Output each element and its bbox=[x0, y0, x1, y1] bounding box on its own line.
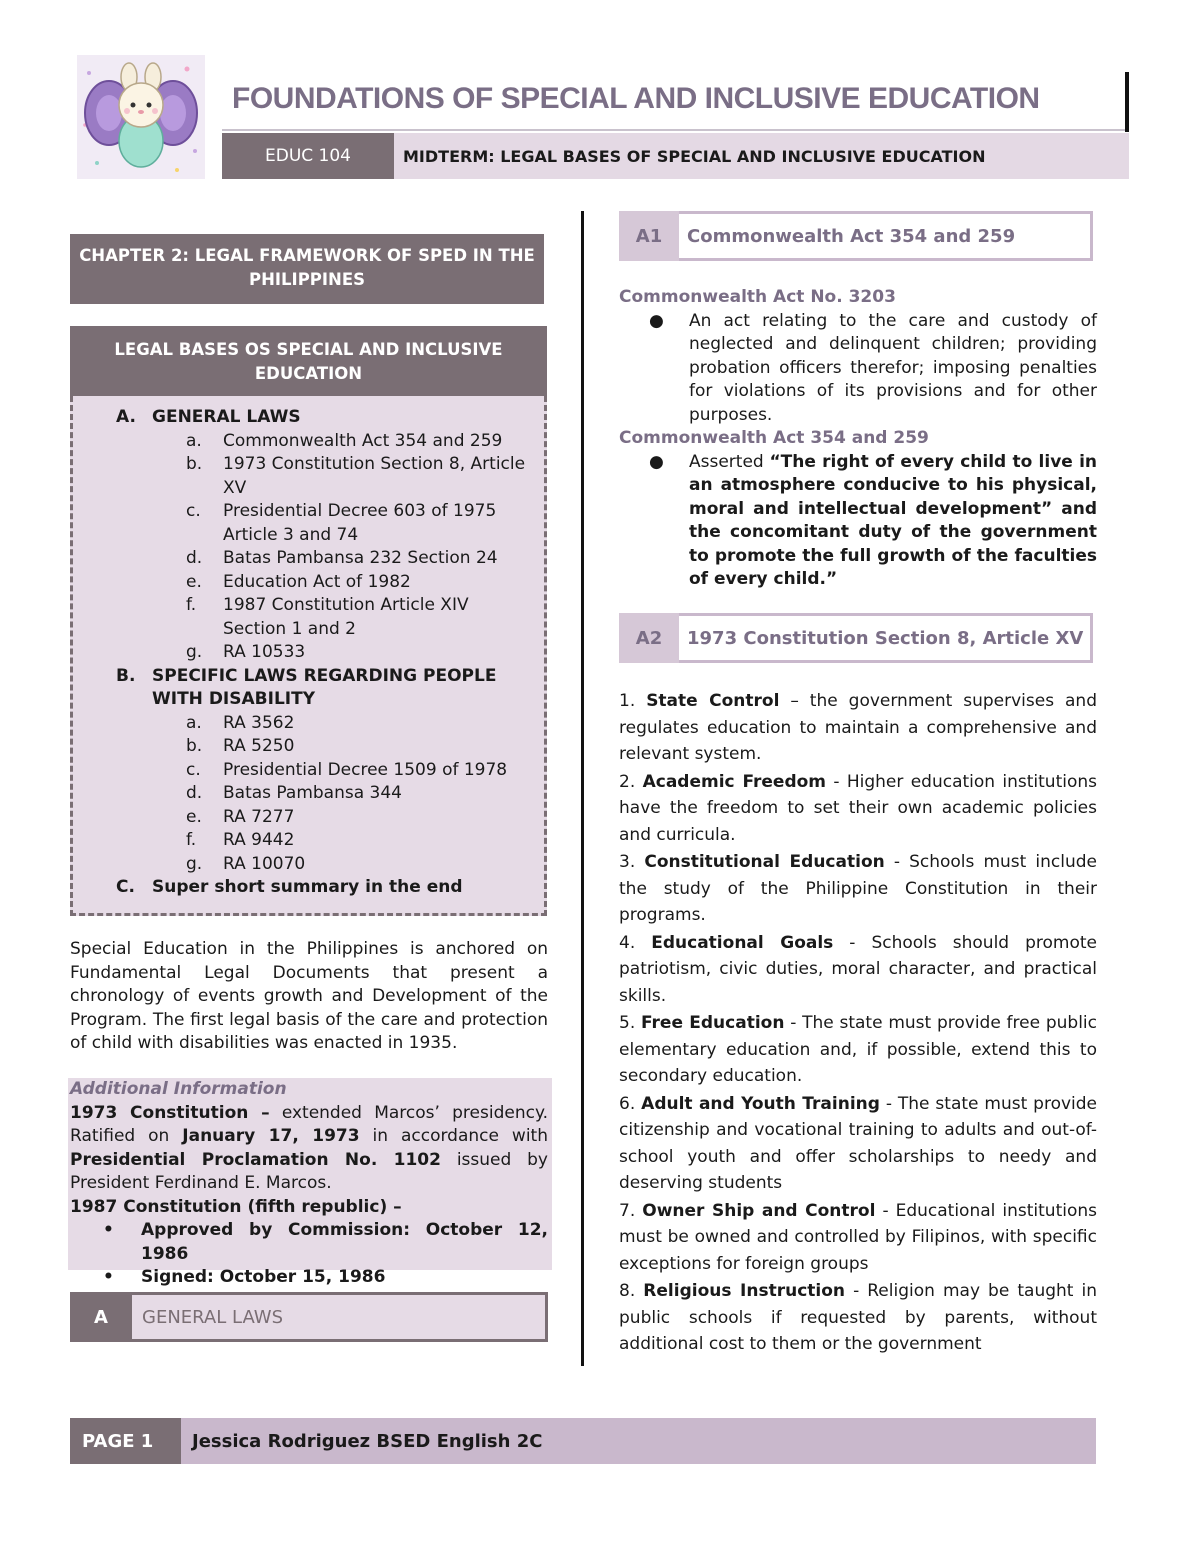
outline-item: c. Presidential Decree 603 of 1975 Article 3 and 74 bbox=[186, 501, 497, 545]
page-number-label: PAGE 1 bbox=[70, 1418, 181, 1464]
section-a1-letter: A1 bbox=[619, 211, 679, 261]
legal-bases-outline bbox=[116, 406, 536, 900]
outline-item: g. RA 10533 bbox=[186, 642, 306, 662]
outline-item: e. Education Act of 1982 bbox=[186, 571, 411, 592]
bullet-item: • Approved by Commission: October 12, 1986 bbox=[103, 1220, 548, 1264]
outline-item: g. RA 10070 bbox=[186, 853, 306, 874]
list-item: 7. Owner Ship and Control - Educational institutions must be owned and controlled by Filipinos, with specific exceptions for foreign groups bbox=[619, 1200, 1098, 1274]
outline-item: f. 1987 Constitution Article XIV Section 1 and 2 bbox=[186, 595, 469, 639]
outline-item: c. Presidential Decree 1509 of 1978 bbox=[186, 759, 508, 780]
legal-bases-heading: LEGAL BASES OS SPECIAL AND INCLUSIVE EDUCATION bbox=[70, 326, 547, 396]
outline-item: b. RA 5250 bbox=[186, 736, 295, 756]
outline-item: d. Batas Pambansa 232 Section 24 bbox=[186, 548, 498, 568]
list-item: 2. Academic Freedom - Higher education institutions have the freedom to set their own academic policies and curricula. bbox=[619, 771, 1098, 845]
list-item: 4. Educational Goals - Schools should promote patriotism, civic duties, moral character, and practical skills. bbox=[619, 932, 1097, 1006]
constitution-1973-note: 1973 Constitution – extended Marcos’ presidency. Ratified on January 17, 1973 in accordance with Presidential Proclamation No. 1102 issued by President Ferdinand E. Marcos. bbox=[70, 1102, 548, 1193]
section-a1-content bbox=[619, 286, 1097, 592]
outline-item: d. Batas Pambansa 344 bbox=[186, 783, 402, 803]
list-item: 6. Adult and Youth Training - The state must provide citizenship and vocational training to adults and out-of-school youth and offer scholarships to needy and deserving students bbox=[619, 1093, 1097, 1193]
title-underline bbox=[222, 129, 1127, 131]
act-3203-heading: Commonwealth Act No. 3203 bbox=[619, 287, 896, 307]
bullet-item: ● Asserted “The right of every child to live in an atmosphere conducive to his physical, moral and intellectual development” and the concomitant duty of the government to promote the full growth of the faculties of every child.” bbox=[649, 451, 1097, 589]
column-divider bbox=[581, 211, 584, 1366]
title-bar-end bbox=[1125, 72, 1129, 132]
course-subtitle: MIDTERM: LEGAL BASES OF SPECIAL AND INCLUSIVE EDUCATION bbox=[394, 133, 1129, 179]
outline-section: A. GENERAL LAWS bbox=[116, 407, 301, 427]
additional-info bbox=[70, 1078, 548, 1290]
outline-section: C. Super short summary in the end bbox=[116, 877, 463, 897]
list-item: 5. Free Education - The state must provide free public elementary education and, if possible, extend this to secondary education. bbox=[619, 1013, 1097, 1086]
section-a-letter: A bbox=[70, 1292, 132, 1342]
course-code: EDUC 104 bbox=[222, 133, 394, 179]
logo-bunny-butterfly-icon bbox=[77, 55, 205, 179]
list-item: 3. Constitutional Education - Schools must include the study of the Philippine Constitution in their programs. bbox=[619, 852, 1098, 925]
section-a2-letter: A2 bbox=[619, 613, 679, 663]
outline-item: a. Commonwealth Act 354 and 259 bbox=[186, 430, 503, 451]
outline-item: b. 1973 Constitution Section 8, Article XV bbox=[186, 454, 526, 498]
outline-section: B. SPECIFIC LAWS REGARDING PEOPLE WITH DISABILITY bbox=[116, 665, 497, 709]
section-a2-title: 1973 Constitution Section 8, Article XV bbox=[679, 613, 1093, 663]
intro-paragraph: Special Education in the Philippines is anchored on Fundamental Legal Documents that present a chronology of events growth and Development of the Program. The first legal basis of the care and protection of child with disabilities was enacted in 1935. bbox=[70, 939, 548, 1053]
section-a2-list bbox=[619, 688, 1097, 1359]
list-item: 8. Religious Instruction - Religion may be taught in public schools if requested by parents, without additional cost to them or the government bbox=[619, 1281, 1098, 1354]
page-title: FOUNDATIONS OF SPECIAL AND INCLUSIVE EDUCATION bbox=[232, 82, 1040, 115]
act-354-heading: Commonwealth Act 354 and 259 bbox=[619, 428, 929, 448]
constitution-1987-label: 1987 Constitution (fifth republic) – bbox=[70, 1196, 402, 1217]
section-a1-title: Commonwealth Act 354 and 259 bbox=[679, 211, 1093, 261]
additional-info-title: Additional Information bbox=[70, 1079, 287, 1099]
chapter-title: CHAPTER 2: LEGAL FRAMEWORK OF SPED IN THE PHILIPPINES bbox=[70, 234, 544, 304]
bullet-item: ● An act relating to the care and custody of neglected and delinquent children; providing probation officers therefor; imposing penalties for violations of its provisions and for other purposes. bbox=[649, 310, 1097, 425]
list-item: 1. State Control – the government supervises and regulates education to maintain a comprehensive and relevant system. bbox=[619, 691, 1097, 764]
author-label: Jessica Rodriguez BSED English 2C bbox=[181, 1418, 1096, 1464]
outline-item: a. RA 3562 bbox=[186, 712, 295, 733]
section-a-label: GENERAL LAWS bbox=[142, 1306, 283, 1328]
outline-item: f. RA 9442 bbox=[186, 830, 295, 850]
outline-item: e. RA 7277 bbox=[186, 806, 295, 827]
bullet-item: • Signed: October 15, 1986 bbox=[103, 1267, 386, 1287]
